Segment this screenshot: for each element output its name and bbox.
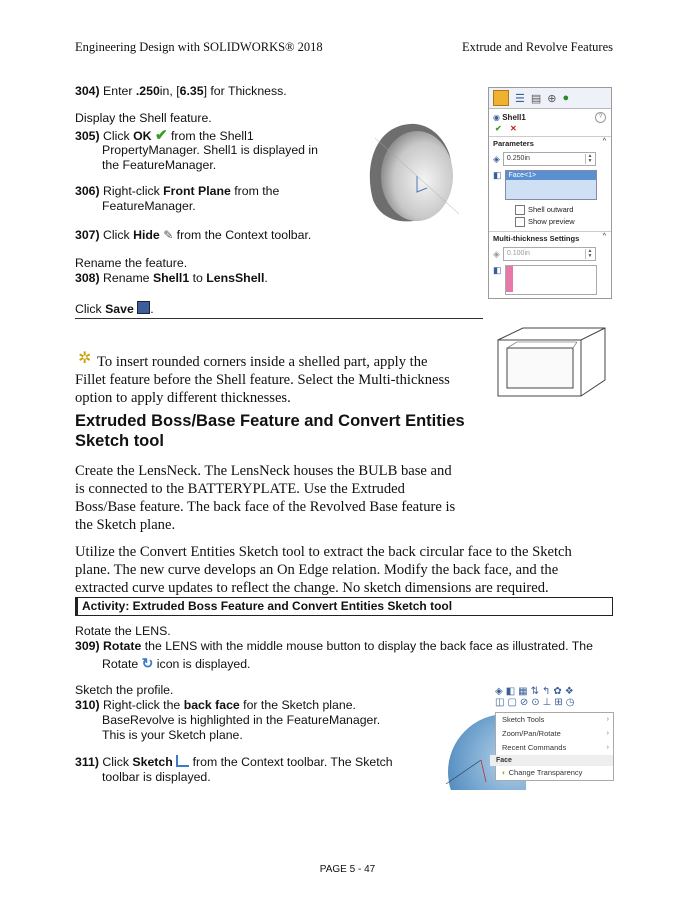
lens-shell-image — [355, 118, 465, 228]
configuration-tab-icon[interactable]: ▤ — [530, 92, 542, 105]
ok-check-icon[interactable]: ✔ — [495, 124, 502, 133]
context-menu — [495, 712, 614, 781]
multi-thickness-input[interactable]: 0.100in ▲ ▼ — [503, 247, 596, 261]
shell1-property-manager — [488, 87, 612, 299]
show-preview-checkbox[interactable] — [515, 217, 525, 227]
step-310: 310) Right-click the back face for the Sketch plane. — [75, 698, 356, 712]
step-309-line2: Rotate ↻ icon is displayed. — [102, 655, 251, 671]
menu-item-zoom-pan-rotate[interactable]: Zoom/Pan/Rotate › — [496, 727, 613, 741]
step-307: 307) Click Hide ✎ from the Context toolbar. — [75, 228, 312, 242]
page-number: PAGE 5 - 47 — [319, 864, 376, 875]
tip-line3: option to apply different thicknesses. — [75, 390, 291, 406]
step-306-line2: FeatureManager. — [102, 199, 196, 213]
submenu-arrow-icon: › — [606, 730, 609, 737]
help-icon[interactable]: ? — [595, 112, 606, 123]
divider — [75, 318, 483, 319]
menu-item-sketch-tools[interactable]: Sketch Tools › — [496, 713, 613, 727]
tip-line1: To insert rounded corners inside a shelled part, apply the — [97, 354, 428, 370]
face-selection-item[interactable]: Face<1> — [506, 171, 596, 180]
activity-title: Activity: Extruded Boss Feature and Convert Entities Sketch tool — [82, 599, 453, 613]
pm-title: Shell1 — [502, 113, 526, 122]
pm-tab-strip — [489, 88, 611, 109]
step-305-line2: PropertyManager. Shell1 is displayed in — [102, 143, 318, 157]
para1-line4: the Sketch plane. — [75, 517, 176, 533]
step-305: 305) Click OK ✔ from the Shell1 — [75, 127, 254, 144]
multi-thickness-icon: ◈ — [493, 248, 500, 259]
thickness-icon: ◈ — [493, 153, 500, 164]
step-308: 308) Rename Shell1 to LensShell. — [75, 271, 268, 285]
para1-line1: Create the LensNeck. The LensNeck houses the BULB base and — [75, 463, 452, 479]
cancel-x-icon[interactable]: ✕ — [509, 124, 517, 133]
menu-item-change-transparency[interactable]: ◐ Change Transparency — [502, 768, 583, 777]
thickness-input[interactable]: 0.250in ▲ ▼ — [503, 152, 596, 166]
step-310-line3: This is your Sketch plane. — [102, 728, 243, 742]
thickness-spinner[interactable]: ▲ ▼ — [585, 154, 594, 164]
context-toolbar-row1[interactable]: ◈◧▦⇅↰✿❖ — [495, 686, 577, 697]
header-right: Extrude and Revolve Features — [462, 40, 613, 54]
para2-line3: extracted curve updates to reflect the change. No sketch dimensions are required. — [75, 580, 549, 596]
step-304: 304) Enter .250in, [6.35] for Thickness. — [75, 84, 287, 98]
step-305-line3: the FeatureManager. — [102, 158, 217, 172]
sketch-profile-text: Sketch the profile. — [75, 683, 174, 697]
tip-line2: Fillet feature before the Shell feature. Select the Multi-thickness — [75, 372, 450, 388]
shell-feature-icon: ◉ — [493, 113, 500, 122]
para2-line2: plane. The new curve develops an On Edge relation. Modify the back face, and the — [75, 562, 559, 578]
rotate-icon: ↻ — [141, 655, 154, 671]
rotate-lens-text: Rotate the LENS. — [75, 624, 171, 638]
menu-section-face: Face — [490, 755, 613, 766]
header-left: Engineering Design with SOLIDWORKS® 2018 — [75, 40, 323, 54]
save-icon — [137, 301, 150, 314]
shelled-box-image — [493, 324, 611, 404]
para2-line1: Utilize the Convert Entities Sketch tool to extract the back circular face to the Sketch — [75, 544, 572, 560]
faces-to-remove-icon: ◧ — [493, 170, 502, 180]
menu-item-recent-commands[interactable]: Recent Commands › — [496, 741, 613, 755]
multi-thickness-spinner[interactable]: ▲ ▼ — [585, 249, 594, 259]
step-309: 309) Rotate the LENS with the middle mouse button to display the back face as illustrated. The — [75, 639, 593, 653]
para1-line3: Boss/Base feature. The back face of the Revolved Base feature is — [75, 499, 456, 515]
display-shell-text: Display the Shell feature. — [75, 111, 212, 125]
shell-outward-checkbox[interactable] — [515, 205, 525, 215]
step-311: 311) Click Sketch from the Context toolbar. The Sketch — [75, 755, 393, 769]
shell-outward-option[interactable]: Shell outward — [489, 202, 611, 216]
checkmark-icon: ✔ — [154, 127, 168, 144]
para1-line2: is connected to the BATTERYPLATE. Use the Extruded — [75, 481, 405, 497]
tip-lightbulb-icon: ✲ — [78, 350, 92, 367]
submenu-arrow-icon: › — [606, 744, 609, 751]
multi-thickness-header: Multi-thickness Settings — [493, 234, 580, 244]
feature-manager-tab-icon[interactable] — [493, 90, 509, 106]
submenu-arrow-icon: › — [606, 716, 609, 723]
parameters-header: Parameters — [493, 139, 534, 148]
rename-text: Rename the feature. — [75, 256, 188, 270]
section-title-line1: Extruded Boss/Base Feature and Convert Entities — [75, 412, 465, 430]
multi-faces-icon: ◧ — [493, 265, 502, 276]
activity-box — [75, 597, 613, 616]
display-manager-tab-icon[interactable]: ● — [562, 92, 570, 104]
context-toolbar-row2[interactable]: ◫▢⊘⊙⊥⊞◷ — [495, 697, 578, 708]
property-manager-tab-icon[interactable]: ☰ — [515, 92, 525, 105]
multi-faces-box[interactable] — [505, 265, 597, 295]
collapse-parameters-icon[interactable]: ^ — [602, 138, 606, 145]
faces-selection-box[interactable] — [505, 170, 597, 200]
dimxpert-tab-icon[interactable]: ⊕ — [547, 92, 557, 105]
save-line: Click Save . — [75, 302, 154, 316]
sketch-icon — [176, 755, 189, 767]
show-preview-option[interactable]: Show preview — [489, 216, 611, 231]
hide-icon: ✎ — [163, 228, 174, 242]
multi-faces-color-swatch — [506, 266, 513, 292]
collapse-multi-icon[interactable]: ^ — [602, 233, 606, 241]
step-310-line2: BaseRevolve is highlighted in the FeatureManager. — [102, 713, 381, 727]
transparency-icon: ◐ — [502, 768, 507, 777]
step-311-line2: toolbar is displayed. — [102, 770, 211, 784]
context-toolbar — [495, 686, 612, 708]
step-306: 306) Right-click Front Plane from the — [75, 184, 280, 198]
section-title-line2: Sketch tool — [75, 432, 164, 450]
